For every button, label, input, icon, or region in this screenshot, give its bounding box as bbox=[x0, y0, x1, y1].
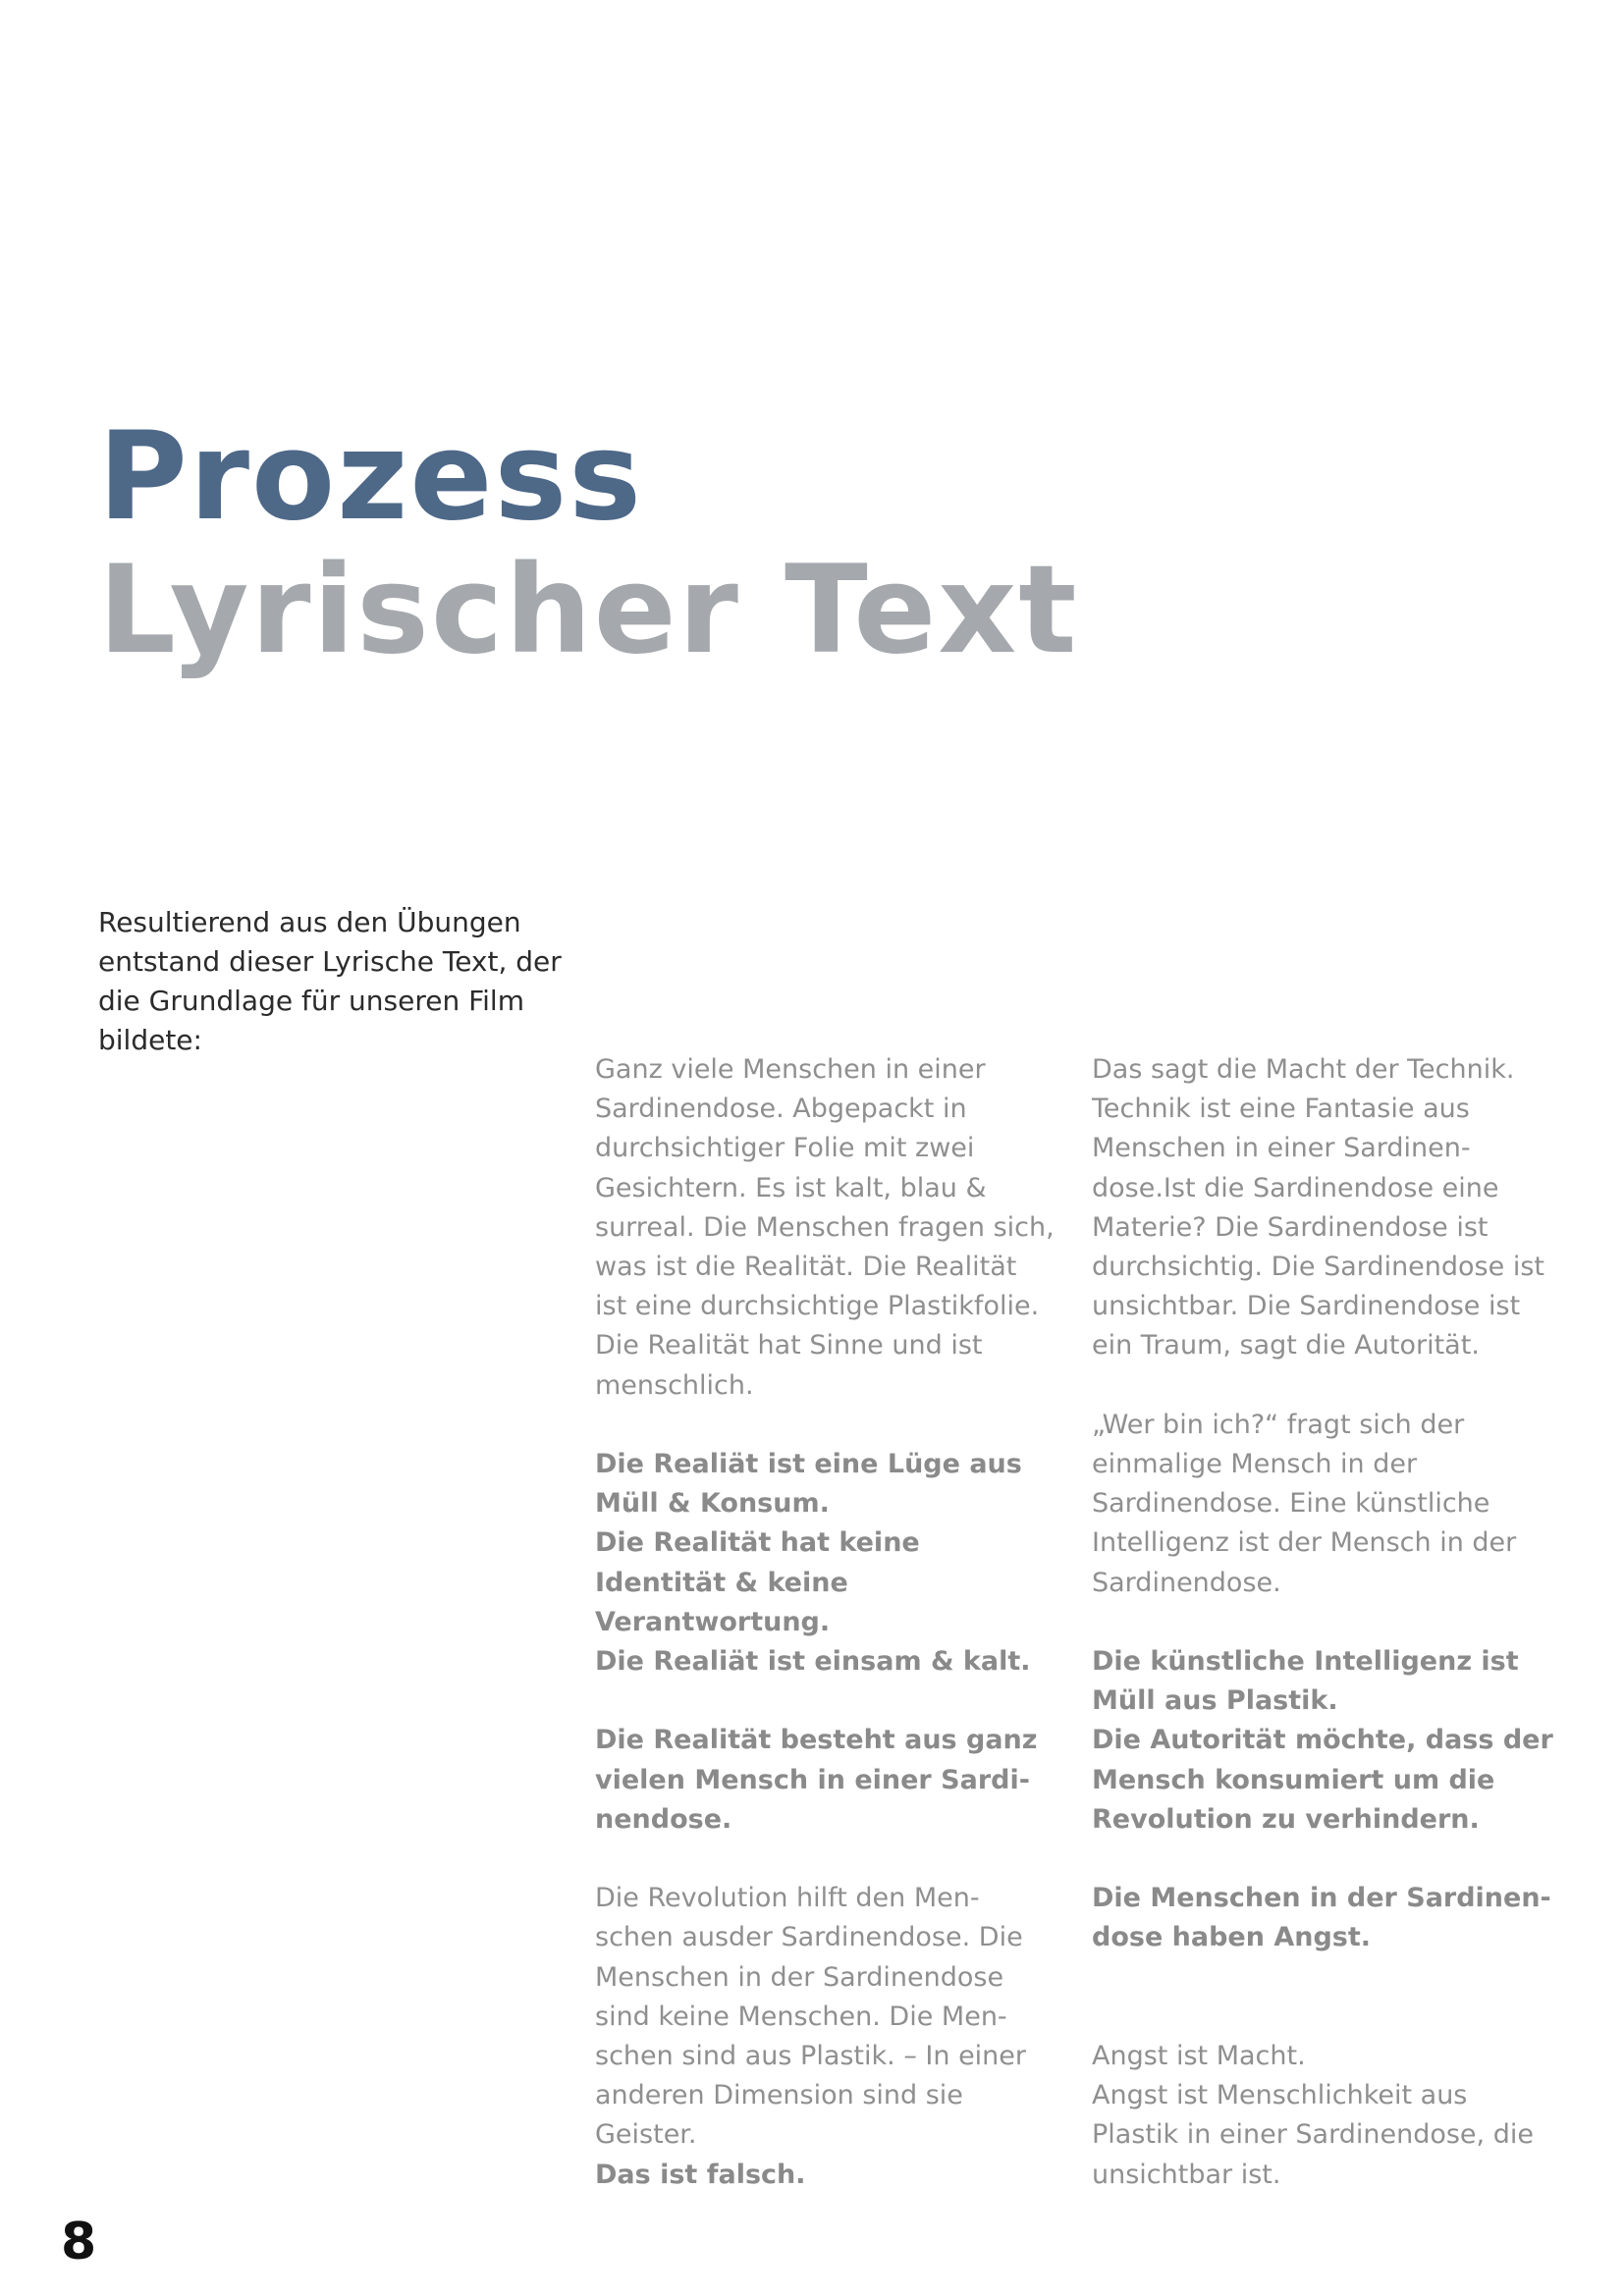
title-line-2: Lyrischer Text bbox=[98, 540, 1079, 681]
poem-right-line: Die künstliche Intelligenz ist Müll aus Plastik. bbox=[1092, 1646, 1519, 1717]
poem-left-paragraph-3: Die Realität besteht aus ganz vielen Mensch in einer Sardi-nendose. bbox=[595, 1725, 1038, 1835]
poem-column-right bbox=[1092, 1050, 1553, 2195]
poem-right-paragraph-3 bbox=[1092, 1642, 1553, 1840]
poem-left-paragraph-2 bbox=[595, 1445, 1056, 1682]
poem-left-line: Die Realiät ist eine Lüge aus Müll & Konsum. bbox=[595, 1449, 1022, 1520]
page-number: 8 bbox=[61, 2213, 97, 2271]
poem-right-line: Die Autorität möchte, dass der Mensch konsumiert um die Revolution zu verhindern. bbox=[1092, 1725, 1553, 1835]
poem-column-left bbox=[595, 1050, 1056, 2195]
poem-left-paragraph-5: Das ist falsch. bbox=[595, 2159, 806, 2190]
poem-left-line: Die Realiät ist einsam & kalt. bbox=[595, 1646, 1031, 1678]
title-line-1: Prozess bbox=[98, 406, 644, 548]
poem-right-line: Angst ist Menschlichkeit aus Plastik in einer Sardinendose, die unsichtbar ist. bbox=[1092, 2080, 1534, 2190]
poem-right-paragraph-1: Das sagt die Macht der Technik. Technik ist eine Fantasie aus Menschen in einer Sardinen-dose.Ist die Sardinendose eine Materie? Die Sardinendose ist durchsichtig. Die Sardinendose ist unsichtbar. Die Sardinendose ist ein Traum, sagt die Autorität. bbox=[1092, 1054, 1544, 1362]
poem-right-paragraph-5 bbox=[1092, 2037, 1553, 2195]
poem-right-paragraph-4: Die Menschen in der Sardinen-dose haben Angst. bbox=[1092, 1883, 1551, 1953]
poem-right-paragraph-2: „Wer bin ich?“ fragt sich der einmalige Mensch in der Sardinendose. Eine künstliche Intelligenz ist der Mensch in der Sardinendose. bbox=[1092, 1409, 1517, 1598]
intro-text: Resultierend aus den Übungen entstand dieser Lyrische Text, der die Grundlage für unseren Film bildete: bbox=[98, 906, 562, 1056]
poem-left-line: Die Realität hat keine Identität & keine Verantwortung. bbox=[595, 1527, 920, 1637]
poem-right-line: Angst ist Macht. bbox=[1092, 2041, 1306, 2072]
poem-left-paragraph-4: Die Revolution hilft den Men-schen ausder Sardinendose. Die Menschen in der Sardinendose sind keine Menschen. Die Men-schen sind aus Plastik. – In einer anderen Dimension sind sie Geister. bbox=[595, 1883, 1027, 2151]
poem-left-paragraph-1: Ganz viele Menschen in einer Sardinendose. Abgepackt in durchsichtiger Folie mit zwei Gesichtern. Es ist kalt, blau & surreal. Die Menschen fragen sich, was ist die Realität. Die Realität ist eine durchsichtige Plastikfolie. Die Realität hat Sinne und ist menschlich. bbox=[595, 1054, 1055, 1401]
